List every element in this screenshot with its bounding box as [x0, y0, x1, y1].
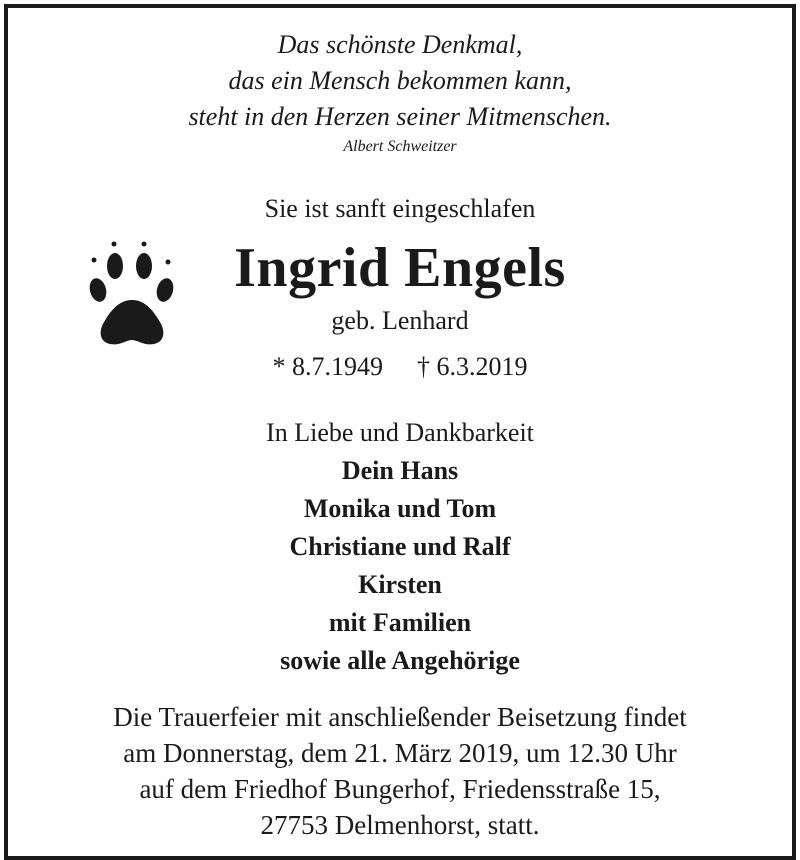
birth-date: * 8.7.1949	[272, 352, 383, 381]
deceased-name: Ingrid Engels	[234, 237, 566, 299]
mourner-line: Christiane und Ralf	[289, 532, 511, 561]
mourner-line: Monika und Tom	[303, 494, 497, 523]
quote-line: steht in den Herzen seiner Mitmenschen.	[188, 102, 612, 131]
mourner-line: Kirsten	[358, 570, 442, 599]
quote-line: Das schönste Denkmal,	[277, 30, 523, 59]
quote-author: Albert Schweitzer	[343, 138, 457, 155]
mourners-intro: In Liebe und Dankbarkeit	[266, 418, 534, 447]
life-dates	[8, 352, 792, 382]
funeral-info-line: am Donnerstag, dem 21. März 2019, um 12.30 Uhr	[123, 738, 677, 768]
mourner-line: sowie alle Angehörige	[280, 646, 520, 675]
maiden-name: geb. Lenhard	[331, 306, 469, 335]
funeral-info-line: 27753 Delmenhorst, statt.	[260, 810, 540, 840]
funeral-info-line: auf dem Friedhof Bungerhof, Friedensstraße 15,	[139, 774, 661, 804]
funeral-info-line: Die Trauerfeier mit anschließender Beisetzung findet	[113, 702, 687, 732]
mourner-line: Dein Hans	[341, 456, 459, 485]
obituary-notice	[4, 4, 796, 860]
mourner-line: mit Familien	[328, 608, 472, 637]
quote-line: das ein Mensch bekommen kann,	[228, 66, 572, 95]
death-date: † 6.3.2019	[417, 352, 528, 381]
announcement-intro: Sie ist sanft eingeschlafen	[264, 194, 536, 223]
